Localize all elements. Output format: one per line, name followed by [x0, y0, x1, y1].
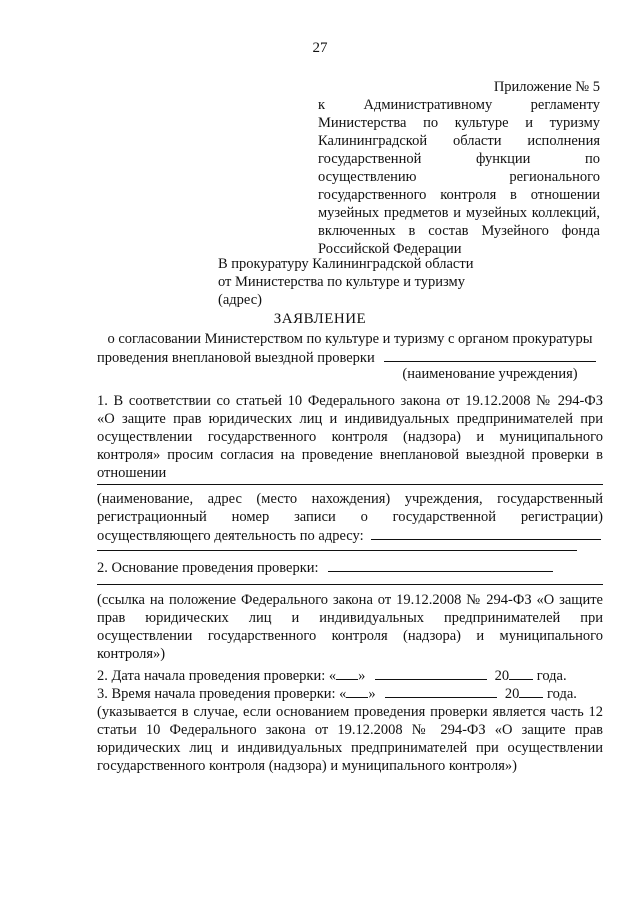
note-line: юридических лиц и индивидуальных предпринимателей при осуществлении	[97, 740, 603, 756]
appendix-line: Российской Федерации	[318, 241, 462, 257]
start-date-line	[97, 666, 603, 685]
year-prefix: 20	[494, 668, 510, 684]
address-field-line-2[interactable]	[97, 550, 577, 551]
note-line: (указывается в случае, если основанием проведения проверки является часть 12	[97, 704, 603, 720]
note-block	[97, 703, 603, 775]
close-quote: »	[368, 686, 376, 702]
basis-row	[97, 558, 603, 577]
institution-field-line[interactable]	[97, 484, 603, 485]
close-quote: »	[358, 668, 366, 684]
appendix-text	[318, 96, 600, 258]
year-prefix: 20	[504, 686, 520, 702]
p1-line: отношении	[97, 465, 167, 481]
note-line: статьи 10 Федерального закона от 19.12.2008 № 294-ФЗ «О защите прав	[97, 722, 603, 738]
p1-hint-line: регистрационный номер записи о государственной регистрации)	[97, 509, 603, 525]
addressee-from: от Министерства по культуре и туризму	[218, 274, 465, 290]
start-day-field[interactable]	[336, 666, 358, 680]
p1-line: осуществлении государственного контроля (надзора) и муниципального	[97, 429, 603, 445]
basis-field[interactable]	[328, 558, 553, 572]
basis-hint-line: (ссылка на положение Федерального закона от 19.12.2008 № 294-ФЗ «О защите	[97, 592, 603, 608]
paragraph-1	[97, 392, 603, 482]
basis-hint	[97, 591, 603, 663]
page-number: 27	[312, 40, 328, 56]
appendix-line: музейных предметов и музейных коллекций,	[318, 205, 600, 221]
p1-line: «О защите прав юридических лиц и индивидуальных предпринимателей при	[97, 411, 603, 427]
appendix-line: государственного контроля в отношении	[318, 187, 600, 203]
start-month-field[interactable]	[375, 666, 487, 680]
subtitle-line: о согласовании Министерством по культуре и туризму с органом прокуратуры	[107, 331, 593, 347]
institution-name-field[interactable]	[384, 348, 596, 362]
appendix-line: Министерства по культуре и туризму	[318, 115, 600, 131]
appendix-line: Калининградской области исполнения	[318, 133, 600, 149]
addressee-to: В прокуратуру Калининградской области	[218, 256, 474, 272]
start-time-line	[97, 684, 603, 703]
appendix-title: Приложение № 5	[493, 79, 600, 95]
appendix-line: к Административному регламенту	[318, 97, 600, 113]
start-date-label: 2. Дата начала проведения проверки: «	[97, 668, 337, 684]
appendix-line: государственной функции по	[318, 151, 600, 167]
note-line: государственного контроля (надзора) и муниципального контроля»)	[97, 758, 517, 774]
addressee-address: (адрес)	[218, 292, 262, 308]
appendix-line: включенных в состав Музейного фонда	[318, 223, 600, 239]
subtitle-hint: (наименование учреждения)	[402, 366, 578, 382]
start-time-label: 3. Время начала проведения проверки: «	[97, 686, 347, 702]
statement-subtitle	[97, 330, 603, 367]
start-year-field[interactable]	[509, 666, 533, 680]
p1-line: 1. В соответствии со статьей 10 Федерального закона от 19.12.2008 № 294-ФЗ	[97, 393, 603, 409]
p1-hint-line: (наименование, адрес (место нахождения) учреждения, государственный	[97, 491, 603, 507]
start-time-day-field[interactable]	[346, 684, 368, 698]
start-time-row	[97, 684, 603, 703]
year-suffix: года.	[547, 686, 577, 702]
year-suffix: года.	[536, 668, 567, 684]
start-time-month-field[interactable]	[385, 684, 497, 698]
address-field[interactable]	[371, 526, 601, 540]
address-label: осуществляющего деятельность по адресу:	[97, 528, 364, 544]
appendix-line: осуществлению регионального	[318, 169, 600, 185]
addressee-block	[218, 255, 518, 309]
subtitle-text: проведения внеплановой выездной проверки	[97, 350, 375, 366]
basis-field-line-2[interactable]	[97, 584, 603, 585]
statement-title: ЗАЯВЛЕНИЕ	[273, 311, 367, 327]
p1-hint	[97, 490, 603, 545]
basis-row-line	[97, 558, 603, 577]
basis-hint-line: осуществлении государственного контроля (надзора) и муниципального	[97, 628, 603, 644]
start-time-year-field[interactable]	[519, 684, 543, 698]
basis-hint-line: прав юридических лиц и индивидуальных предпринимателей при	[97, 610, 603, 626]
basis-hint-line: контроля»)	[97, 646, 166, 662]
p1-hint-line-3	[97, 526, 603, 545]
p1-line: контроля» просим согласия на проведение внеплановой выездной проверки в	[97, 447, 603, 463]
basis-label: 2. Основание проведения проверки:	[97, 560, 319, 576]
start-date-row	[97, 666, 603, 685]
